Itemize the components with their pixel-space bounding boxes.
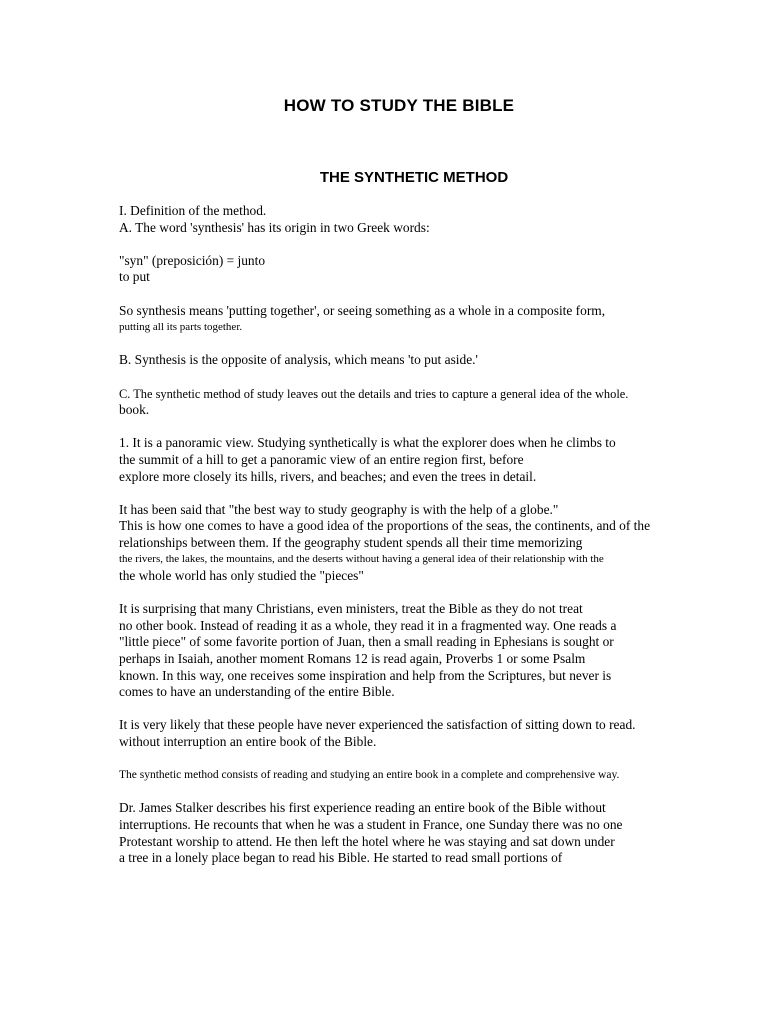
text-line: "little piece" of some favorite portion of Juan, then a small reading in Ephesians is sought or xyxy=(119,634,614,650)
text-line: So synthesis means 'putting together', or seeing something as a whole in a composite form, xyxy=(119,302,606,318)
text-line: perhaps in Isaiah, another moment Romans 12 is read again, Proverbs 1 or some Psalm xyxy=(119,651,586,667)
paragraph-gap xyxy=(119,585,699,602)
text-line: B. Synthesis is the opposite of analysis, which means 'to put aside.' xyxy=(119,352,478,368)
paragraph-gap xyxy=(119,336,699,353)
text-line: C. The synthetic method of study leaves out the details and tries to capture a general idea of the whole. xyxy=(119,386,629,401)
text-line: the summit of a hill to get a panoramic view of an entire region first, before xyxy=(119,451,524,467)
text-line: comes to have an understanding of the entire Bible. xyxy=(119,684,395,700)
text-line: explore more closely its hills, rivers, and beaches; and even the trees in detail. xyxy=(119,468,537,484)
paragraph-gap xyxy=(119,751,699,768)
text-line: relationships between them. If the geography student spends all their time memorizing xyxy=(119,534,583,550)
document-body xyxy=(119,203,699,867)
text-line: I. Definition of the method. xyxy=(119,203,267,218)
text-line: The synthetic method consists of reading and studying an entire book in a complete and comprehensive way. xyxy=(119,769,620,782)
text-line: no other book. Instead of reading it as a whole, they read it in a fragmented way. One reads a xyxy=(119,617,617,633)
text-line: a tree in a lonely place began to read his Bible. He started to read small portions of xyxy=(119,850,563,866)
text-line: interruptions. He recounts that when he was a student in France, one Sunday there was no one xyxy=(119,816,623,832)
text-line: the rivers, the lakes, the mountains, and the deserts without having a general idea of their relationship with the xyxy=(119,553,604,566)
text-line: the whole world has only studied the "pieces" xyxy=(119,568,364,584)
text-line: A. The word 'synthesis' has its origin in two Greek words: xyxy=(119,219,430,235)
text-line: book. xyxy=(119,402,150,418)
paragraph-gap xyxy=(119,286,699,303)
text-line: This is how one comes to have a good idea of the proportions of the seas, the continents, and of the xyxy=(119,518,651,534)
paragraph-gap xyxy=(119,369,699,386)
text-line: "syn" (preposición) = junto xyxy=(119,252,266,268)
paragraph-gap xyxy=(119,485,699,502)
text-line: without interruption an entire book of the Bible. xyxy=(119,734,377,749)
text-line: 1. It is a panoramic view. Studying synthetically is what the explorer does when he climbs to xyxy=(119,435,616,451)
text-line: Dr. James Stalker describes his first experience reading an entire book of the Bible without xyxy=(119,800,606,816)
text-line: Protestant worship to attend. He then left the hotel where he was staying and sat down under xyxy=(119,833,615,849)
paragraph-gap xyxy=(119,784,699,801)
text-line: known. In this way, one receives some inspiration and help from the Scriptures, but never is xyxy=(119,667,612,683)
text-line: It has been said that "the best way to study geography is with the help of a globe." xyxy=(119,501,559,517)
text-line: putting all its parts together. xyxy=(119,321,243,334)
paragraph-gap xyxy=(119,701,699,718)
document-title: HOW TO STUDY THE BIBLE xyxy=(283,96,515,115)
paragraph-gap xyxy=(119,236,699,253)
paragraph-gap xyxy=(119,419,699,436)
text-line: It is very likely that these people have never experienced the satisfaction of sitting down to read. xyxy=(119,717,636,733)
text-line: to put xyxy=(119,269,150,285)
text-line: It is surprising that many Christians, even ministers, treat the Bible as they do not treat xyxy=(119,601,583,617)
section-title: THE SYNTHETIC METHOD xyxy=(319,169,509,186)
